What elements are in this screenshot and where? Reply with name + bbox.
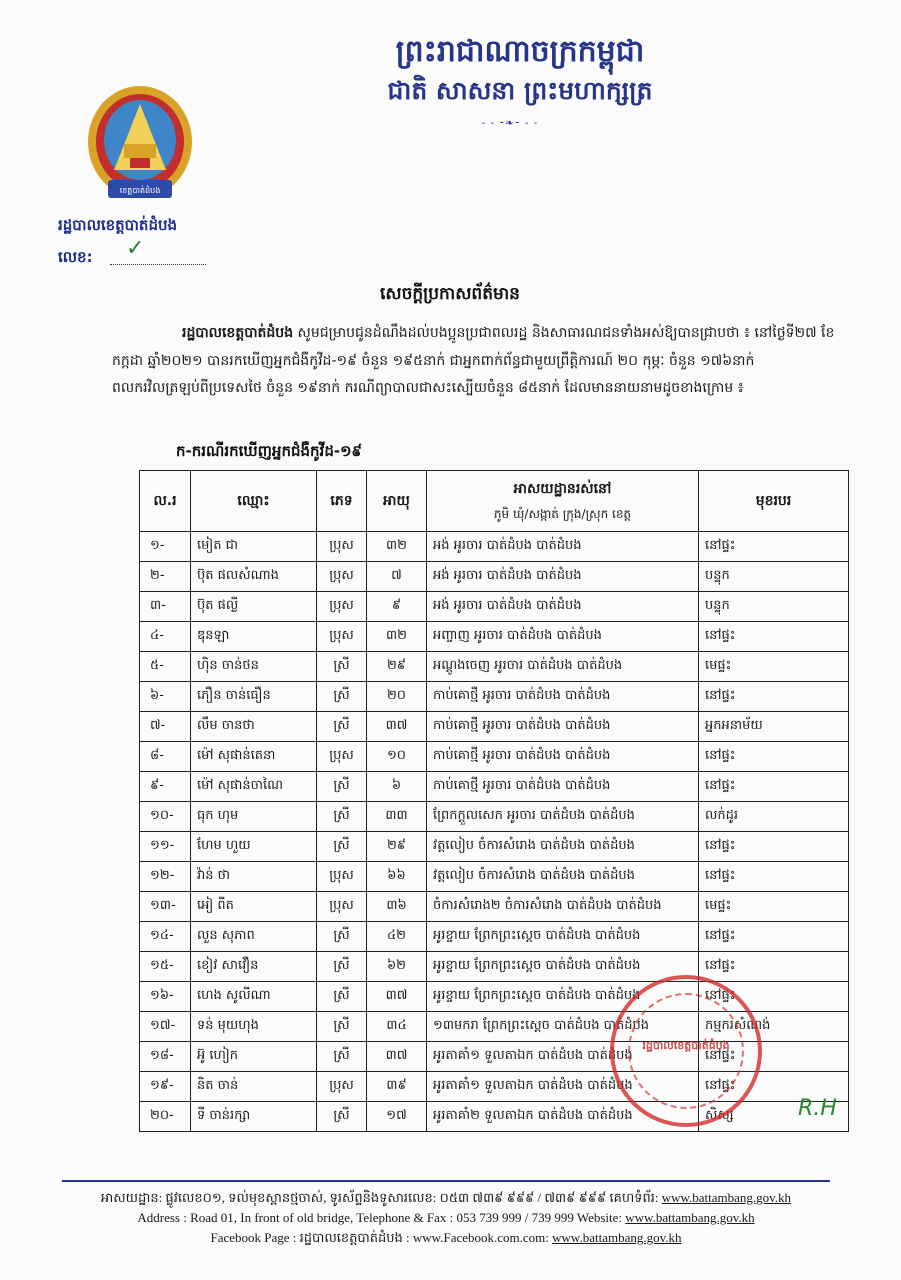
cell-address: កាប់គោថ្មី អូរចារ បាត់ដំបង បាត់ដំបង xyxy=(427,682,699,712)
cell-age: ៣៧ xyxy=(367,982,427,1012)
footer-line2: Address : Road 01, In front of old bridge, Telephone & Fax : 053 739 999 / 739 999 Website: xyxy=(137,1210,623,1225)
header-address xyxy=(427,471,699,532)
cell-occupation: លក់ដូរ xyxy=(699,802,849,832)
header-age: អាយុ xyxy=(367,471,427,532)
table-row xyxy=(140,592,849,622)
cell-address: អង់ អូរចារ បាត់ដំបង បាត់ដំបង xyxy=(427,562,699,592)
cell-sex: ស្រី xyxy=(317,1012,367,1042)
table-row xyxy=(140,862,849,892)
header-occupation: មុខរបរ xyxy=(699,471,849,532)
cell-name: ហ៊ិន ចាន់ថន xyxy=(191,652,317,682)
cell-name: និត ចាន់ xyxy=(191,1072,317,1102)
header-name: ឈ្មោះ xyxy=(191,471,317,532)
cell-occupation: នៅផ្ទះ xyxy=(699,532,849,562)
cell-occupation: នៅផ្ទះ xyxy=(699,832,849,862)
announcement-body xyxy=(112,320,852,403)
table-row xyxy=(140,712,849,742)
cell-name: ម៉ៅ សុផាន់ចាណៃ xyxy=(191,772,317,802)
cell-age: ៣៩ xyxy=(367,1072,427,1102)
cell-sex: ស្រី xyxy=(317,802,367,832)
cell-name: ប៊ុត ផល្លី xyxy=(191,592,317,622)
cell-sex: ស្រី xyxy=(317,682,367,712)
footer-address-english xyxy=(62,1210,830,1226)
cell-no: ១៩- xyxy=(140,1072,191,1102)
cell-address: អណ្តូងចេញ អូរចារ បាត់ដំបង បាត់ដំបង xyxy=(427,652,699,682)
cell-no: ២០- xyxy=(140,1102,191,1132)
table-row xyxy=(140,982,849,1012)
cell-address: វត្តលៀប ចំការសំរោង បាត់ដំបង បាត់ដំបង xyxy=(427,832,699,862)
cell-sex: ប្រុស xyxy=(317,862,367,892)
emblem-label: ខេត្តបាត់ដំបង xyxy=(119,186,161,195)
checkmark-icon: ✓ xyxy=(126,236,145,261)
cell-no: ៥- xyxy=(140,652,191,682)
table-row xyxy=(140,1072,849,1102)
cell-name: ហេង សូលីណា xyxy=(191,982,317,1012)
cell-name: លួន សុភាព xyxy=(191,922,317,952)
cell-sex: ប្រុស xyxy=(317,1072,367,1102)
cell-occupation: កម្មករសំណង់ xyxy=(699,1012,849,1042)
website-link-2[interactable]: www.battambang.gov.kh xyxy=(625,1210,755,1225)
cell-age: ១០ xyxy=(367,742,427,772)
table-row xyxy=(140,832,849,862)
ornament-divider: - - ⁃❧⁃ - - xyxy=(481,118,539,129)
table-row xyxy=(140,532,849,562)
cell-age: ៣៧ xyxy=(367,712,427,742)
cell-sex: ស្រី xyxy=(317,712,367,742)
header-address-sub: ភូមិ ឃុំ/សង្កាត់ ក្រុង/ស្រុក ខេត្ត xyxy=(493,506,632,521)
cell-age: ៣៧ xyxy=(367,1042,427,1072)
cell-sex: ស្រី xyxy=(317,982,367,1012)
document-title: សេចក្តីប្រកាសព័ត៌មាន xyxy=(380,284,520,304)
cell-sex: ស្រី xyxy=(317,952,367,982)
cell-age: ៦ xyxy=(367,772,427,802)
cell-age: ៧ xyxy=(367,562,427,592)
cell-address: អូរខ្ចាយ ព្រែកព្រះស្ដេច បាត់ដំបង បាត់ដំបង xyxy=(427,982,699,1012)
table-row xyxy=(140,1042,849,1072)
cell-sex: ស្រី xyxy=(317,922,367,952)
cell-no: ១១- xyxy=(140,832,191,862)
cell-no: ៧- xyxy=(140,712,191,742)
cell-address: អង់ អូរចារ បាត់ដំបង បាត់ដំបង xyxy=(427,592,699,622)
website-link-3[interactable]: www.battambang.gov.kh xyxy=(552,1230,682,1245)
cell-sex: ប្រុស xyxy=(317,622,367,652)
cell-age: ១៧ xyxy=(367,1102,427,1132)
table-row xyxy=(140,772,849,802)
admin-name: រដ្ឋបាលខេត្តបាត់ដំបង xyxy=(58,216,178,234)
footer-address-khmer xyxy=(62,1190,830,1209)
cell-address: អូរតាគាំ២ ទួលតាឯក បាត់ដំបង បាត់ដំបង xyxy=(427,1102,699,1132)
section-heading: ក-ករណីរកឃើញអ្នកជំងឺកូវីដ-១៩ xyxy=(176,442,363,460)
table-row xyxy=(140,652,849,682)
cell-address: ព្រែកក្ដួលសេក អូរចារ បាត់ដំបង បាត់ដំបង xyxy=(427,802,699,832)
cell-address: កាប់គោថ្មី អូរចារ បាត់ដំបង បាត់ដំបង xyxy=(427,742,699,772)
cell-age: ២០ xyxy=(367,682,427,712)
cell-sex: ប្រុស xyxy=(317,742,367,772)
cell-occupation: សិស្ស xyxy=(699,1102,849,1132)
cell-sex: ស្រី xyxy=(317,772,367,802)
cell-no: ១៦- xyxy=(140,982,191,1012)
table-row xyxy=(140,952,849,982)
cell-address: អូរខ្ចាយ ព្រែកព្រះស្ដេច បាត់ដំបង បាត់ដំបង xyxy=(427,922,699,952)
cell-occupation: នៅផ្ទះ xyxy=(699,952,849,982)
table-row xyxy=(140,562,849,592)
cell-occupation: មេផ្ទះ xyxy=(699,652,849,682)
cell-age: ៣៦ xyxy=(367,892,427,922)
cell-address: កាប់គោថ្មី អូរចារ បាត់ដំបង បាត់ដំបង xyxy=(427,712,699,742)
cell-no: ២- xyxy=(140,562,191,592)
cell-no: ៩- xyxy=(140,772,191,802)
cell-no: ១៧- xyxy=(140,1012,191,1042)
header-sex: ភេទ xyxy=(317,471,367,532)
table-row xyxy=(140,742,849,772)
footer-line3: Facebook Page : រដ្ឋបាលខេត្តបាត់ដំបង : www.Facebook.com.com: xyxy=(210,1230,549,1245)
cell-age: ២៩ xyxy=(367,652,427,682)
cases-table xyxy=(139,470,849,1132)
cell-occupation: នៅផ្ទះ xyxy=(699,862,849,892)
cell-occupation: បន្ទុក xyxy=(699,592,849,622)
header-no: ល.រ xyxy=(140,471,191,532)
cell-name: ខៀវ សាវឿន xyxy=(191,952,317,982)
cell-sex: ប្រុស xyxy=(317,592,367,622)
cell-name: ប៊ុត ផលសំណាង xyxy=(191,562,317,592)
cell-sex: ប្រុស xyxy=(317,892,367,922)
table-row xyxy=(140,802,849,832)
kingdom-title: ព្រះរាជាណាចក្រកម្ពុជា xyxy=(395,34,645,69)
cell-sex: ស្រី xyxy=(317,832,367,862)
cell-address: អូរតាគាំ១ ទួលតាឯក បាត់ដំបង បាត់ដំបង xyxy=(427,1072,699,1102)
cell-age: ៤២ xyxy=(367,922,427,952)
cell-age: ៣៣ xyxy=(367,802,427,832)
cell-no: ១៨- xyxy=(140,1042,191,1072)
cell-sex: ស្រី xyxy=(317,652,367,682)
cell-occupation: នៅផ្ទះ xyxy=(699,682,849,712)
announcement-paragraph xyxy=(112,320,852,403)
cell-name: វ៉ាន់ ថា xyxy=(191,862,317,892)
cell-sex: ប្រុស xyxy=(317,532,367,562)
cell-age: ៩ xyxy=(367,592,427,622)
table-row xyxy=(140,922,849,952)
cell-occupation: នៅផ្ទះ xyxy=(699,1042,849,1072)
table-row xyxy=(140,892,849,922)
cell-address: អញ្ចាញ អូរចារ បាត់ដំបង បាត់ដំបង xyxy=(427,622,699,652)
cell-name: មៀត ជា xyxy=(191,532,317,562)
cell-no: ១៥- xyxy=(140,952,191,982)
cell-name: ម៉ៅ សុផាន់តេនា xyxy=(191,742,317,772)
announcement-text: សូមជម្រាបជូនដំណឹងដល់បងប្អូនប្រជាពលរដ្ឋ និងសាធារណជនទាំងអស់ឱ្យបានជ្រាបថា ៖ នៅថ្ងៃទី២៧ ខែកក្កដា ឆ្នាំ២០២១ បានរកឃើញអ្នកជំងឺកូវីដ-១៩ ចំនួន ១៩៥នាក់ ជាអ្នកពាក់ព័ន្ធជាមួយព្រឹត្តិការណ៍ ២០ កុម្ភៈ ចំនួន ១៧៦នាក់ ពលករវិលត្រឡប់ពីប្រទេសថៃ ចំនួន ១៩នាក់ ករណីព្យាបាលជាសះស្បើយចំនួន ៨៥នាក់ ដែលមាននាយនាមដូចខាងក្រោម ៖ xyxy=(112,325,835,396)
table-row xyxy=(140,622,849,652)
table-header-row xyxy=(140,471,849,532)
cell-name: ឌុនឡា xyxy=(191,622,317,652)
cell-name: អៀ ពីត xyxy=(191,892,317,922)
cell-no: ១- xyxy=(140,532,191,562)
cell-name: ទន់ មុយហុង xyxy=(191,1012,317,1042)
cell-sex: ប្រុស xyxy=(317,562,367,592)
cell-name: ទី ចាន់រក្សា xyxy=(191,1102,317,1132)
cell-name: ភឿន ចាន់ធឿន xyxy=(191,682,317,712)
cell-name: ហែម ហួយ xyxy=(191,832,317,862)
cell-no: ១៤- xyxy=(140,922,191,952)
cell-address: អូរខ្ចាយ ព្រែកព្រះស្ដេច បាត់ដំបង បាត់ដំបង xyxy=(427,952,699,982)
cell-address: អង់ អូរចារ បាត់ដំបង បាត់ដំបង xyxy=(427,532,699,562)
cell-occupation: នៅផ្ទះ xyxy=(699,622,849,652)
cell-age: ៣២ xyxy=(367,532,427,562)
cell-age: ៦៦ xyxy=(367,862,427,892)
footer-facebook xyxy=(62,1230,830,1249)
stamp-text: រដ្ឋបាលខេត្តបាត់ដំបង xyxy=(642,1039,730,1052)
cell-occupation: នៅផ្ទះ xyxy=(699,982,849,1012)
cell-no: ១២- xyxy=(140,862,191,892)
reference-label: លេខ: xyxy=(58,248,93,266)
table-row xyxy=(140,682,849,712)
cell-occupation: អ្នកអនាម័យ xyxy=(699,712,849,742)
website-link-1[interactable]: www.battambang.gov.kh xyxy=(661,1190,792,1205)
cell-no: ៣- xyxy=(140,592,191,622)
cell-age: ៣៤ xyxy=(367,1012,427,1042)
national-motto: ជាតិ សាសនា ព្រះមហាក្សត្រ xyxy=(387,76,653,105)
signature: R.H xyxy=(798,1096,837,1121)
cell-no: ១០- xyxy=(140,802,191,832)
footer-divider xyxy=(62,1180,830,1182)
footer-line1: អាសយដ្ឋាន: ផ្លូវលេខ០១, ទល់មុខស្ពានថ្មចាស់, ទូរស័ព្ទនិងទូសារលេខ: ០៥៣ ៧៣៩ ៩៩៩ / ៧៣៩ ៩៩៩ គេហទំព័រ: xyxy=(100,1190,659,1205)
cell-occupation: នៅផ្ទះ xyxy=(699,922,849,952)
cell-age: ៦២ xyxy=(367,952,427,982)
reference-line xyxy=(110,264,206,265)
cell-address: អូរតាគាំ១ ទួលតាឯក បាត់ដំបង បាត់ដំបង xyxy=(427,1042,699,1072)
cell-address: វត្តលៀប ចំការសំរោង បាត់ដំបង បាត់ដំបង xyxy=(427,862,699,892)
cell-occupation: នៅផ្ទះ xyxy=(699,772,849,802)
cell-occupation: នៅផ្ទះ xyxy=(699,742,849,772)
cell-address: ចំការសំរោង២ ចំការសំរោង បាត់ដំបង បាត់ដំបង xyxy=(427,892,699,922)
cell-sex: ស្រី xyxy=(317,1042,367,1072)
cell-occupation: បន្ទុក xyxy=(699,562,849,592)
cell-occupation: មេផ្ទះ xyxy=(699,892,849,922)
cell-address: ១៣មករា ព្រែកព្រះស្ដេច បាត់ដំបង បាត់ដំបង xyxy=(427,1012,699,1042)
provincial-emblem xyxy=(84,84,196,208)
cell-no: ៨- xyxy=(140,742,191,772)
cell-name: អ៊ូ ហៀក xyxy=(191,1042,317,1072)
cell-no: ១៣- xyxy=(140,892,191,922)
header-address-title: អាសយដ្ឋានរស់នៅ xyxy=(513,480,612,497)
cell-no: ៦- xyxy=(140,682,191,712)
cell-name: លឹម ចានថា xyxy=(191,712,317,742)
cell-occupation: នៅផ្ទះ xyxy=(699,1072,849,1102)
cell-no: ៤- xyxy=(140,622,191,652)
cell-age: ២៩ xyxy=(367,832,427,862)
table-row xyxy=(140,1012,849,1042)
announcement-lead: រដ្ឋបាលខេត្តបាត់ដំបង xyxy=(182,325,294,341)
cell-name: ធុក ហុម xyxy=(191,802,317,832)
cell-sex: ស្រី xyxy=(317,1102,367,1132)
cell-address: កាប់គោថ្មី អូរចារ បាត់ដំបង បាត់ដំបង xyxy=(427,772,699,802)
cell-age: ៣២ xyxy=(367,622,427,652)
table-row xyxy=(140,1102,849,1132)
